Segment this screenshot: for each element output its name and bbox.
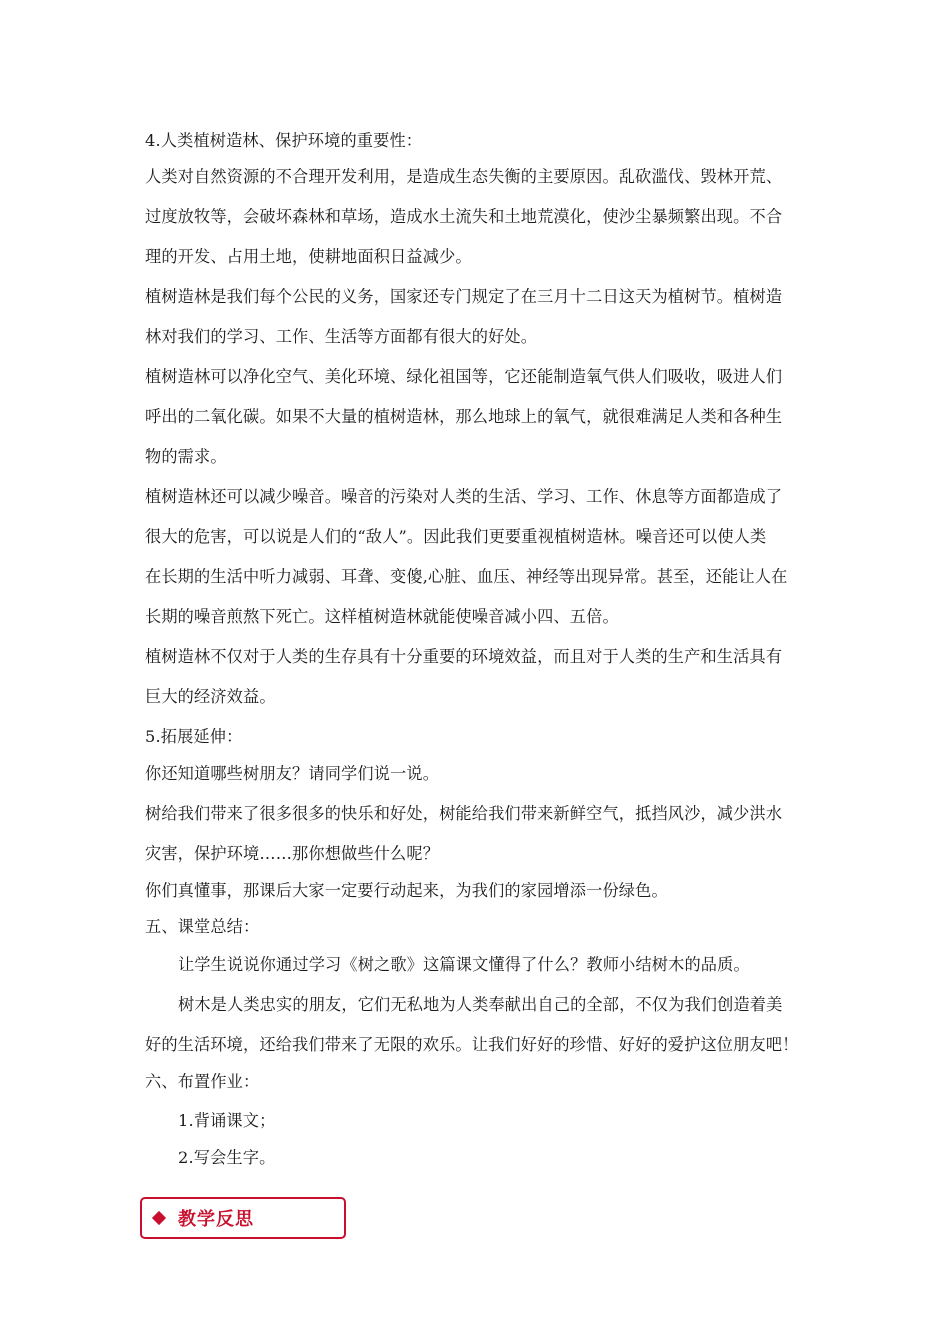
paragraph-line: 人类对自然资源的不合理开发利用，是造成生态失衡的主要原因。乱砍滥伐、毁林开荒、 [145, 167, 783, 186]
diamond-icon [152, 1211, 166, 1225]
paragraph-line: 让学生说说你通过学习《树之歌》这篇课文懂得了什么？教师小结树木的品质。 [178, 955, 750, 974]
reflection-section-header [140, 1197, 346, 1239]
paragraph-line: 林对我们的学习、工作、生活等方面都有很大的好处。 [145, 327, 538, 346]
paragraph-line: 理的开发、占用土地，使耕地面积日益减少。 [145, 247, 472, 266]
paragraph-line: 植树造林是我们每个公民的义务，国家还专门规定了在三月十二日这天为植树节。植树造 [145, 287, 783, 306]
paragraph-line: 巨大的经济效益。 [145, 687, 276, 706]
paragraph-line: 好的生活环境，还给我们带来了无限的欢乐。让我们好好的珍惜、好好的爱护这位朋友吧！ [145, 1035, 799, 1054]
paragraph-line: 呼出的二氧化碳。如果不大量的植树造林，那么地球上的氧气，就很难满足人类和各种生 [145, 407, 783, 426]
section-heading: 六、布置作业： [145, 1072, 260, 1091]
paragraph-line: 在长期的生活中听力减弱、耳聋、变傻,心脏、血压、神经等出现异常。甚至，还能让人在 [145, 567, 788, 586]
paragraph-line: 你们真懂事，那课后大家一定要行动起来，为我们的家园增添一份绿色。 [145, 881, 668, 900]
paragraph-line: 灾害，保护环境……那你想做些什么呢？ [145, 844, 440, 863]
reflection-title: 教学反思 [178, 1209, 254, 1230]
section-heading: 5.拓展延伸： [145, 727, 243, 746]
paragraph-line: 过度放牧等，会破坏森林和草场，造成水土流失和土地荒漠化，使沙尘暴频繁出现。不合 [145, 207, 783, 226]
paragraph-line: 植树造林不仅对于人类的生存具有十分重要的环境效益，而且对于人类的生产和生活具有 [145, 647, 783, 666]
homework-item: 1.背诵课文； [178, 1111, 276, 1130]
paragraph-line: 很大的危害，可以说是人们的“敌人”。因此我们更要重视植树造林。噪音还可以使人类 [145, 527, 767, 546]
paragraph-line: 树给我们带来了很多很多的快乐和好处，树能给我们带来新鲜空气，抵挡风沙，减少洪水 [145, 804, 783, 823]
section-heading: 4.人类植树造林、保护环境的重要性： [145, 131, 423, 150]
paragraph-line: 你还知道哪些树朋友？请同学们说一说。 [145, 764, 440, 783]
section-heading: 五、课堂总结： [145, 917, 260, 936]
homework-item: 2.写会生字。 [178, 1148, 276, 1167]
paragraph-line: 树木是人类忠实的朋友，它们无私地为人类奉献出自己的全部，不仅为我们创造着美 [178, 995, 783, 1014]
paragraph-line: 物的需求。 [145, 447, 227, 466]
paragraph-line: 植树造林可以净化空气、美化环境、绿化祖国等，它还能制造氧气供人们吸收，吸进人们 [145, 367, 783, 386]
paragraph-line: 植树造林还可以减少噪音。噪音的污染对人类的生活、学习、工作、休息等方面都造成了 [145, 487, 783, 506]
paragraph-line: 长期的噪音煎熬下死亡。这样植树造林就能使噪音减小四、五倍。 [145, 607, 619, 626]
